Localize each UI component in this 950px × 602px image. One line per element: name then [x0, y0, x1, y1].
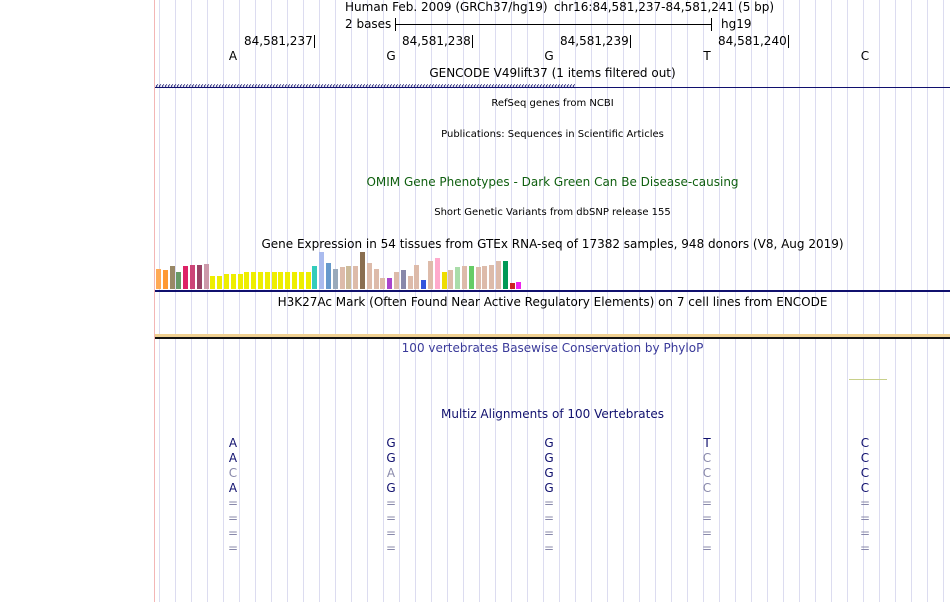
coordinate-label: 84,581,240: [718, 34, 787, 48]
alignment-base: C: [702, 481, 712, 495]
gtex-tissue-bar[interactable]: [238, 274, 243, 289]
gtex-tissue-bar[interactable]: [190, 265, 195, 289]
reference-base: G: [386, 49, 396, 63]
gtex-tissue-bar[interactable]: [360, 252, 365, 289]
db-label: hg19: [721, 17, 752, 31]
gtex-tissue-bar[interactable]: [210, 276, 215, 289]
scale-bar: [395, 24, 711, 25]
gtex-tissue-bar[interactable]: [333, 269, 338, 289]
alignment-base: =: [701, 541, 713, 555]
alignment-base: =: [385, 541, 397, 555]
gtex-tissue-bar[interactable]: [326, 263, 331, 289]
gtex-baseline: [155, 290, 950, 292]
alignment-base: A: [228, 481, 238, 495]
gtex-bar-chart[interactable]: [155, 252, 535, 289]
gtex-title[interactable]: Gene Expression in 54 tissues from GTEx RNA-seq of 17382 samples, 948 donors (V8, Aug 2019): [261, 237, 844, 251]
omim-title[interactable]: OMIM Gene Phenotypes - Dark Green Can Be Disease-causing: [366, 175, 739, 189]
gtex-tissue-bar[interactable]: [414, 265, 419, 289]
gtex-tissue-bar[interactable]: [469, 266, 474, 289]
scale-bar-left-tick: [395, 18, 396, 31]
scale-bar-right-tick: [711, 18, 712, 31]
coordinate-tick: [314, 35, 315, 48]
phylop-title[interactable]: 100 vertebrates Basewise Conservation by PhyloP: [401, 341, 704, 355]
position-readout: chr16:84,581,237-84,581,241 (5 bp): [554, 0, 775, 14]
gtex-tissue-bar[interactable]: [374, 269, 379, 289]
gtex-tissue-bar[interactable]: [156, 269, 161, 289]
browser-track-image[interactable]: [155, 0, 950, 602]
alignment-base: A: [386, 466, 396, 480]
refseq-title[interactable]: RefSeq genes from NCBI: [491, 98, 614, 109]
gtex-tissue-bar[interactable]: [496, 261, 501, 289]
reference-base: C: [860, 49, 870, 63]
gtex-tissue-bar[interactable]: [435, 258, 440, 289]
alignment-base: =: [227, 511, 239, 525]
gtex-tissue-bar[interactable]: [448, 270, 453, 289]
alignment-base: G: [386, 481, 396, 495]
reference-base: A: [228, 49, 238, 63]
gtex-tissue-bar[interactable]: [244, 272, 249, 289]
alignment-base: C: [860, 466, 870, 480]
gtex-tissue-bar[interactable]: [319, 252, 324, 289]
gtex-tissue-bar[interactable]: [224, 274, 229, 289]
h3k27ac-baseline: [155, 337, 950, 339]
gtex-tissue-bar[interactable]: [489, 265, 494, 289]
alignment-base: =: [859, 511, 871, 525]
gtex-tissue-bar[interactable]: [251, 272, 256, 289]
gtex-tissue-bar[interactable]: [163, 270, 168, 289]
alignment-base: =: [227, 541, 239, 555]
gtex-tissue-bar[interactable]: [340, 267, 345, 289]
alignment-base: =: [859, 496, 871, 510]
gtex-tissue-bar[interactable]: [258, 272, 263, 289]
gtex-tissue-bar[interactable]: [170, 266, 175, 289]
alignment-base: =: [227, 526, 239, 540]
alignment-base: T: [703, 436, 711, 450]
alignment-base: C: [860, 481, 870, 495]
coordinate-label: 84,581,237: [244, 34, 313, 48]
alignment-base: C: [228, 466, 238, 480]
alignment-base: =: [227, 496, 239, 510]
alignment-base: =: [701, 526, 713, 540]
alignment-base: =: [543, 526, 555, 540]
coordinate-tick: [472, 35, 473, 48]
gtex-tissue-bar[interactable]: [476, 267, 481, 289]
gtex-tissue-bar[interactable]: [197, 265, 202, 289]
coordinate-tick: [788, 35, 789, 48]
reference-base: G: [544, 49, 554, 63]
gtex-tissue-bar[interactable]: [272, 272, 277, 289]
gtex-tissue-bar[interactable]: [278, 272, 283, 289]
gtex-tissue-bar[interactable]: [176, 272, 181, 289]
gtex-tissue-bar[interactable]: [353, 266, 358, 289]
alignment-base: =: [543, 541, 555, 555]
alignment-base: G: [386, 451, 396, 465]
alignment-base: =: [543, 511, 555, 525]
gtex-tissue-bar[interactable]: [292, 272, 297, 289]
gtex-tissue-bar[interactable]: [380, 278, 385, 289]
alignment-base: G: [544, 466, 554, 480]
alignment-base: =: [859, 541, 871, 555]
alignment-base: C: [860, 436, 870, 450]
gtex-tissue-bar[interactable]: [394, 272, 399, 289]
alignment-base: C: [860, 451, 870, 465]
track-label-pane: [0, 0, 154, 602]
gtex-tissue-bar[interactable]: [482, 266, 487, 289]
alignment-base: A: [228, 451, 238, 465]
gtex-tissue-bar[interactable]: [442, 272, 447, 289]
gtex-tissue-bar[interactable]: [346, 266, 351, 289]
alignment-base: C: [702, 451, 712, 465]
gtex-tissue-bar[interactable]: [231, 274, 236, 289]
coordinate-label: 84,581,238: [402, 34, 471, 48]
reference-base: T: [703, 49, 711, 63]
alignment-base: =: [385, 511, 397, 525]
coordinate-label: 84,581,239: [560, 34, 629, 48]
gtex-tissue-bar[interactable]: [217, 276, 222, 289]
dbsnp-title[interactable]: Short Genetic Variants from dbSNP release 155: [434, 207, 671, 218]
scale-text: 2 bases: [345, 17, 392, 31]
gtex-tissue-bar[interactable]: [510, 283, 515, 289]
gtex-tissue-bar[interactable]: [503, 261, 508, 289]
gtex-tissue-bar[interactable]: [428, 261, 433, 289]
gtex-tissue-bar[interactable]: [367, 263, 372, 289]
alignment-base: =: [543, 496, 555, 510]
meak7-strand-arrows: ‹‹‹‹‹‹‹‹‹‹‹‹‹‹‹‹‹‹‹‹‹‹‹‹‹‹‹‹‹‹‹‹‹‹‹‹‹‹‹‹‹‹‹‹‹‹‹‹‹‹‹‹‹‹‹‹‹‹‹‹‹‹‹‹‹‹‹‹‹‹‹‹‹‹‹‹‹‹‹‹‹‹‹‹‹‹‹‹‹‹‹‹‹‹‹‹‹‹‹‹‹‹‹‹‹‹‹‹‹‹‹‹‹‹‹‹‹‹‹‹‹‹‹‹‹‹‹‹‹‹‹‹‹‹‹‹‹‹‹‹: [155, 81, 575, 92]
gtex-tissue-bar[interactable]: [183, 266, 188, 289]
h3k27ac-title[interactable]: H3K27Ac Mark (Often Found Near Active Regulatory Elements) on 7 cell lines from ENCODE: [277, 295, 828, 309]
alignment-base: G: [544, 481, 554, 495]
alignment-base: =: [385, 496, 397, 510]
alignment-base: G: [544, 451, 554, 465]
gtex-tissue-bar[interactable]: [204, 264, 209, 289]
alignment-base: =: [701, 511, 713, 525]
coordinate-tick: [630, 35, 631, 48]
gtex-tissue-bar[interactable]: [312, 266, 317, 289]
gtex-tissue-bar[interactable]: [387, 278, 392, 289]
gtex-tissue-bar[interactable]: [408, 276, 413, 289]
gtex-tissue-bar[interactable]: [421, 280, 426, 289]
gtex-tissue-bar[interactable]: [516, 282, 521, 289]
alignment-base: C: [702, 466, 712, 480]
gtex-tissue-bar[interactable]: [455, 267, 460, 289]
alignment-base: =: [859, 526, 871, 540]
gtex-tissue-bar[interactable]: [265, 272, 270, 289]
gtex-tissue-bar[interactable]: [462, 266, 467, 289]
alignment-base: =: [701, 496, 713, 510]
gtex-tissue-bar[interactable]: [285, 272, 290, 289]
gencode-title[interactable]: GENCODE V49lift37 (1 items filtered out): [429, 66, 676, 80]
alignment-base: G: [386, 436, 396, 450]
multiz-title[interactable]: Multiz Alignments of 100 Vertebrates: [440, 407, 665, 421]
publications-title[interactable]: Publications: Sequences in Scientific Articles: [441, 129, 664, 140]
phylop-signal: [849, 379, 887, 380]
gtex-tissue-bar[interactable]: [306, 272, 311, 289]
alignment-base: A: [228, 436, 238, 450]
gtex-tissue-bar[interactable]: [401, 270, 406, 289]
alignment-base: =: [385, 526, 397, 540]
alignment-base: G: [544, 436, 554, 450]
assembly-title: Human Feb. 2009 (GRCh37/hg19): [345, 0, 548, 14]
gtex-tissue-bar[interactable]: [299, 272, 304, 289]
